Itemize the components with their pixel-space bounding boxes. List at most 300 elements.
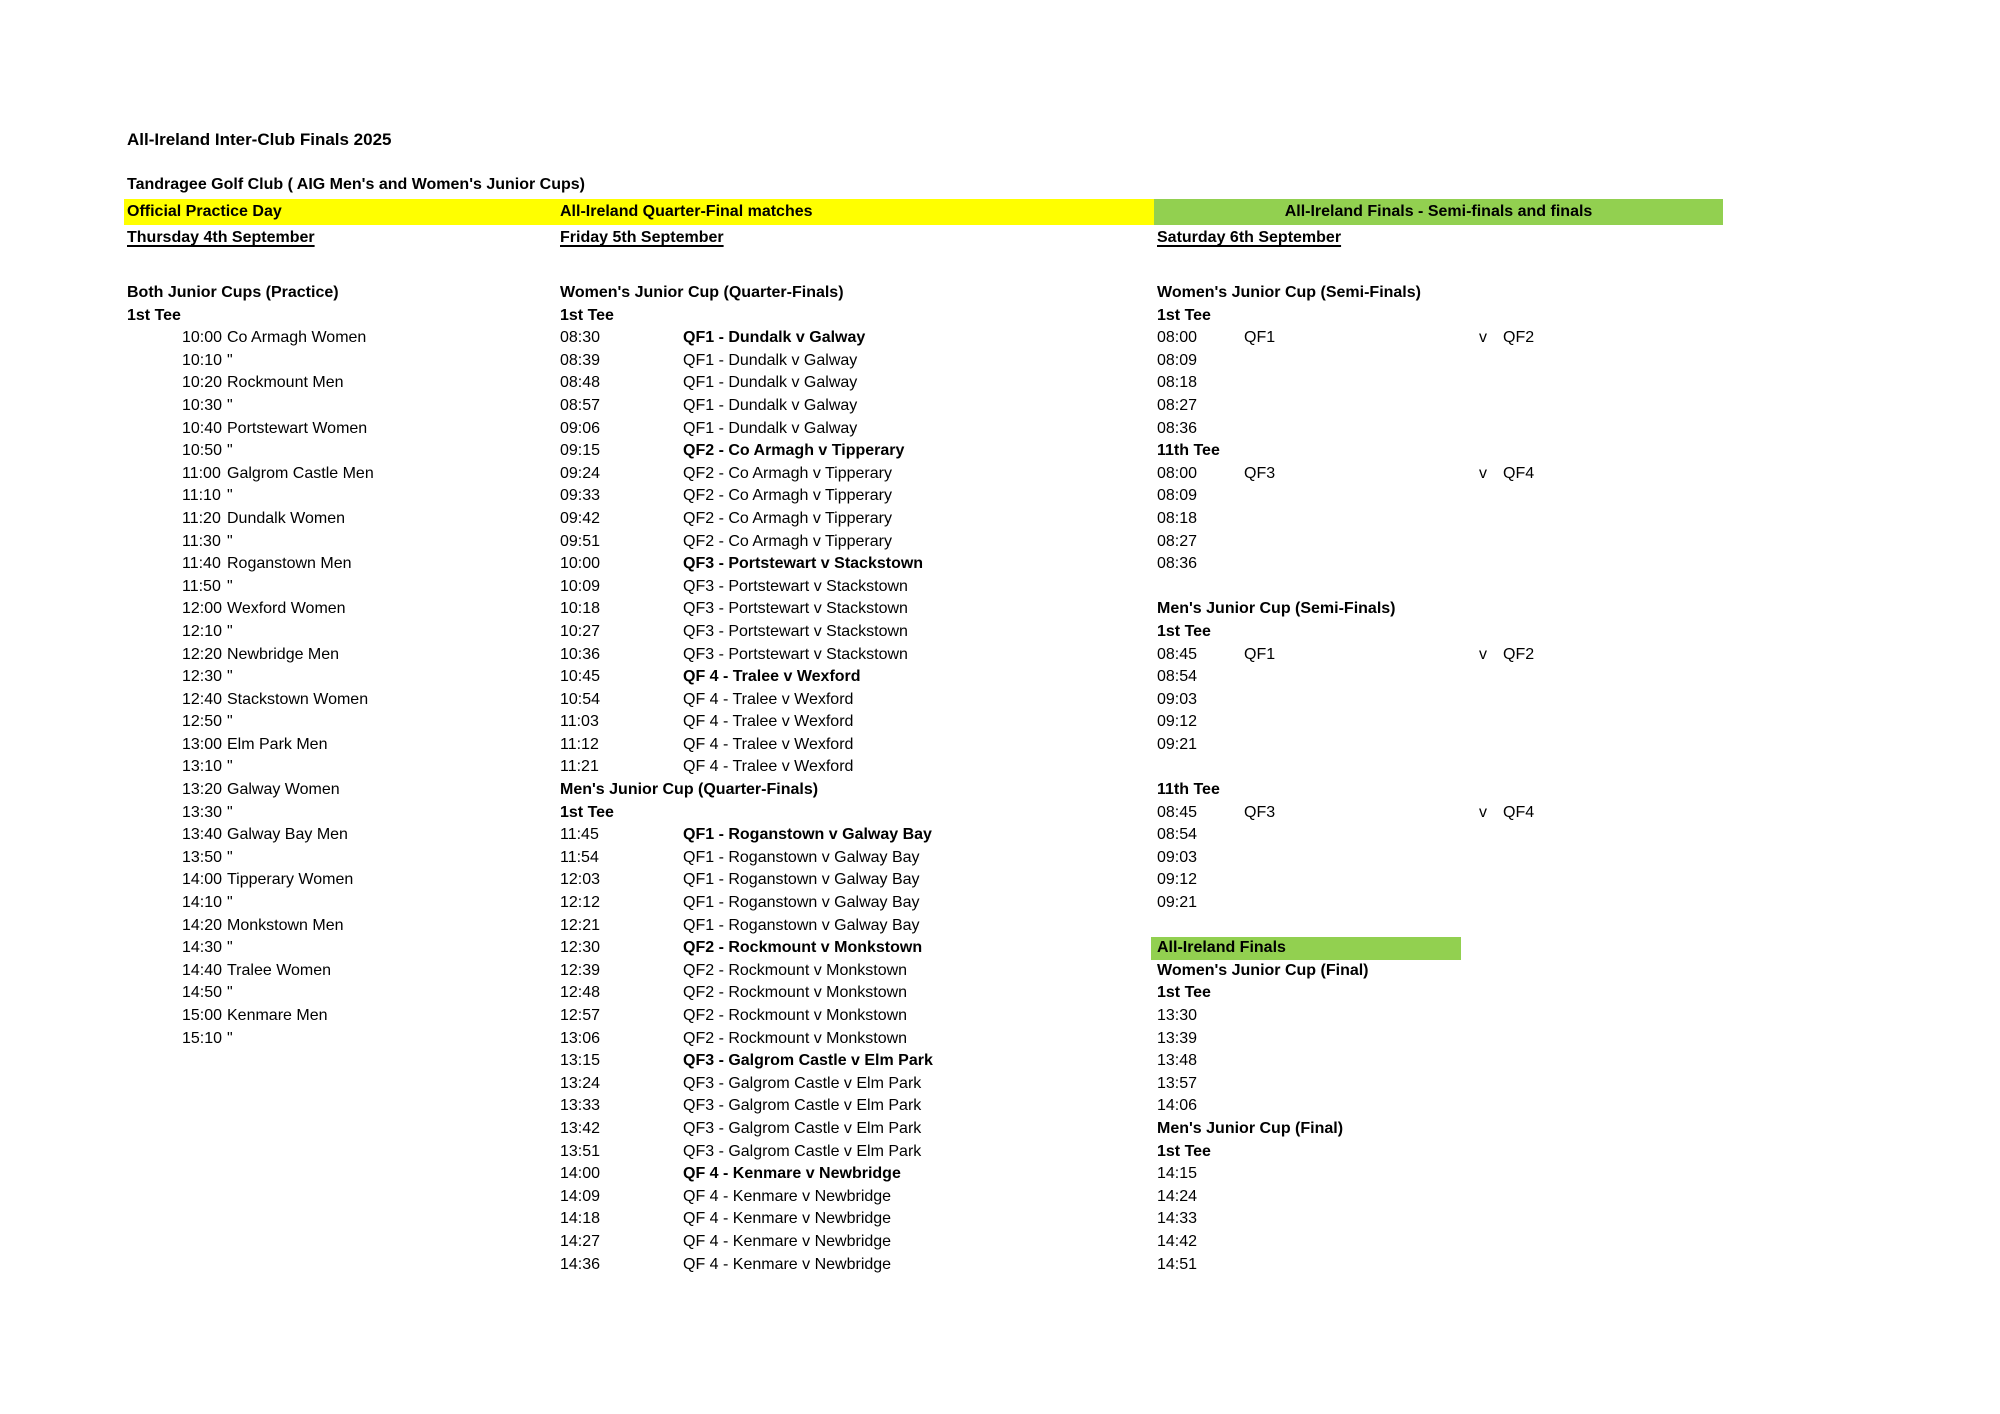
quarterfinal-schedule-row [560,372,1100,395]
quarterfinal-schedule-row [560,508,1100,531]
finals-schedule-row [1157,1186,1747,1209]
match-label-cell: QF 4 - Kenmare v Newbridge [683,1255,892,1273]
finals-schedule-row [1157,1050,1747,1073]
tee-time-cell: 11:45 [560,826,599,844]
tee-time-cell: 09:12 [1157,713,1198,731]
club-name-cell: Elm Park Men [227,735,328,753]
finals-schedule-row [1157,1095,1747,1118]
finals-schedule-row [1157,644,1747,667]
tee-time-cell: 11:50 [182,577,221,595]
match-label-cell: QF3 - Portstewart v Stackstown [683,577,908,595]
tee-time-cell: 14:06 [1157,1097,1198,1115]
finals-highlight-band [1154,199,1723,225]
match-label-cell: QF 4 - Kenmare v Newbridge [683,1165,901,1183]
tee-time-cell: 12:40 [182,690,223,708]
club-name-cell: Kenmare Men [227,1007,328,1024]
finals-schedule-row [1157,1118,1747,1141]
quarterfinal-schedule-row [560,1028,1100,1051]
tee-time-cell: 11:00 [182,464,221,482]
tee-time-cell: 08:45 [1157,803,1198,821]
practice-schedule-row [127,756,567,779]
finals-band-label: All-Ireland Finals - Semi-finals and finals [1284,203,1593,220]
tee-time-cell: 14:20 [182,916,223,934]
finals-schedule-row [1157,508,1747,531]
finals-schedule-row [1157,350,1747,373]
tee-time-cell: 08:30 [560,329,601,347]
club-name-cell: " [227,894,233,912]
club-name-cell: Newbridge Men [227,645,340,663]
tee-time-cell: 12:30 [560,939,601,957]
tee-time-cell: 14:18 [560,1210,601,1228]
quarterfinal-band-label: All-Ireland Quarter-Final matches [560,203,813,220]
club-name-cell: " [227,577,233,595]
section-header-label: Men's Junior Cup (Final) [1157,1119,1344,1137]
tee-time-cell: 10:30 [182,396,223,414]
club-name-cell: " [227,668,233,686]
tee-time-cell: 12:20 [182,645,223,663]
tee-time-cell: 12:57 [560,1007,601,1024]
tee-time-cell: 09:42 [560,509,601,527]
match-label-cell: QF 4 - Kenmare v Newbridge [683,1232,892,1250]
tee-time-cell: 08:00 [1157,464,1198,482]
tee-time-cell: 09:06 [560,419,601,437]
finals-schedule-row [1157,982,1747,1005]
quarterfinal-schedule-column [560,282,1100,1276]
finals-schedule-row [1157,418,1747,441]
section-header-label: 1st Tee [1157,622,1211,640]
club-name-cell: " [227,532,233,550]
practice-schedule-row [127,644,567,667]
match-label-cell: QF 4 - Tralee v Wexford [683,735,854,753]
tee-time-cell: 13:15 [560,1052,601,1070]
date-friday: Friday 5th September [560,229,724,246]
match-label-cell: QF2 - Co Armagh v Tipperary [683,509,892,527]
tee-time-cell: 12:00 [182,600,223,618]
quarterfinal-schedule-row [560,305,1100,328]
match-label-cell: QF3 - Portstewart v Stackstown [683,555,924,573]
tee-time-cell: 08:54 [1157,826,1198,844]
tee-time-cell: 14:40 [182,961,223,979]
practice-quarterfinal-highlight-band [124,199,1154,225]
practice-schedule-row [127,282,567,305]
tee-time-cell: 14:30 [182,939,223,957]
club-name-cell: " [227,758,233,776]
match-label-cell: QF 4 - Tralee v Wexford [683,668,861,686]
practice-schedule-row [127,734,567,757]
semifinal-away-cell: QF2 [1503,645,1535,663]
quarterfinal-schedule-row [560,756,1100,779]
tee-time-cell: 08:36 [1157,555,1198,573]
quarterfinal-schedule-row [560,644,1100,667]
section-header-label: All-Ireland Finals [1151,937,1461,960]
tee-time-cell: 13:51 [560,1142,601,1160]
tee-time-cell: 08:57 [560,396,601,414]
tee-time-cell: 13:40 [182,826,223,844]
tee-time-cell: 14:24 [1157,1187,1198,1205]
tee-time-cell: 10:18 [560,600,601,618]
practice-schedule-row [127,418,567,441]
finals-schedule-row [1157,756,1747,779]
quarterfinal-schedule-row [560,847,1100,870]
finals-schedule-row [1157,440,1747,463]
tee-time-cell: 14:36 [560,1255,601,1273]
tee-time-cell: 12:48 [560,984,601,1002]
club-name-cell: " [227,848,233,866]
practice-schedule-row [127,1028,567,1051]
versus-cell: v [1479,329,1487,347]
tee-time-cell: 10:50 [182,442,223,460]
practice-schedule-row [127,350,567,373]
practice-schedule-row [127,802,567,825]
section-header-label: 1st Tee [560,306,614,324]
match-label-cell: QF 4 - Tralee v Wexford [683,690,854,708]
tee-time-cell: 08:18 [1157,374,1198,392]
tee-time-cell: 12:12 [560,894,601,912]
quarterfinal-schedule-row [560,418,1100,441]
tee-time-cell: 08:00 [1157,329,1198,347]
tee-time-cell: 09:24 [560,464,601,482]
finals-schedule-row [1157,915,1747,938]
finals-schedule-row [1157,689,1747,712]
quarterfinal-schedule-row [560,711,1100,734]
quarterfinal-schedule-row [560,666,1100,689]
practice-schedule-row [127,395,567,418]
tee-time-cell: 08:09 [1157,487,1198,505]
tee-time-cell: 13:00 [182,735,223,753]
match-label-cell: QF3 - Galgrom Castle v Elm Park [683,1142,922,1160]
tee-time-cell: 08:45 [1157,645,1198,663]
club-name-cell: Dundalk Women [227,509,345,527]
versus-cell: v [1479,464,1487,482]
practice-schedule-row [127,372,567,395]
practice-schedule-row [127,327,567,350]
section-header-label: Women's Junior Cup (Quarter-Finals) [560,284,844,301]
practice-schedule-row [127,779,567,802]
tee-time-cell: 13:24 [560,1074,601,1092]
section-header-label: 1st Tee [1157,1142,1211,1160]
tee-time-cell: 10:54 [560,690,601,708]
tee-time-cell: 12:39 [560,961,601,979]
practice-schedule-row [127,937,567,960]
tee-time-cell: 09:15 [560,442,601,460]
versus-cell: v [1479,803,1487,821]
match-label-cell: QF3 - Portstewart v Stackstown [683,600,908,618]
quarterfinal-schedule-row [560,395,1100,418]
tee-time-cell: 13:39 [1157,1029,1198,1047]
tee-time-cell: 09:21 [1157,735,1198,753]
quarterfinal-schedule-row [560,982,1100,1005]
practice-schedule-row [127,915,567,938]
finals-schedule-row [1157,621,1747,644]
match-label-cell: QF 4 - Kenmare v Newbridge [683,1187,892,1205]
finals-schedule-row [1157,395,1747,418]
match-label-cell: QF3 - Portstewart v Stackstown [683,645,908,663]
tee-time-cell: 14:15 [1157,1165,1198,1183]
club-name-cell: " [227,442,233,460]
club-name-cell: " [227,351,233,369]
finals-schedule-row [1157,305,1747,328]
semifinal-home-cell: QF1 [1244,645,1276,663]
practice-schedule-row [127,824,567,847]
tee-time-cell: 11:20 [182,509,221,527]
match-label-cell: QF3 - Galgrom Castle v Elm Park [683,1119,922,1137]
finals-schedule-row [1157,960,1747,983]
tee-time-cell: 14:51 [1157,1255,1198,1273]
semifinal-away-cell: QF4 [1503,464,1535,482]
section-header-label: 1st Tee [1157,306,1211,324]
date-saturday: Saturday 6th September [1157,229,1342,246]
finals-schedule-row [1157,372,1747,395]
finals-schedule-row [1157,1073,1747,1096]
practice-schedule-row [127,598,567,621]
tee-time-cell: 14:09 [560,1187,601,1205]
match-label-cell: QF 4 - Tralee v Wexford [683,713,854,731]
section-header-label: Both Junior Cups (Practice) [127,284,339,301]
practice-schedule-row [127,869,567,892]
tee-time-cell: 11:12 [560,735,599,753]
match-label-cell: QF1 - Roganstown v Galway Bay [683,848,920,866]
club-name-cell: " [227,396,233,414]
match-label-cell: QF2 - Rockmount v Monkstown [683,984,908,1002]
practice-schedule-row [127,305,567,328]
match-label-cell: QF1 - Dundalk v Galway [683,329,866,347]
match-label-cell: QF1 - Roganstown v Galway Bay [683,894,920,912]
club-name-cell: Tralee Women [227,961,332,979]
tee-time-cell: 13:30 [1157,1007,1198,1024]
match-label-cell: QF2 - Rockmount v Monkstown [683,939,923,957]
tee-time-cell: 13:48 [1157,1052,1198,1070]
quarterfinal-schedule-row [560,463,1100,486]
tee-time-cell: 09:51 [560,532,601,550]
quarterfinal-schedule-row [560,779,1100,802]
quarterfinal-schedule-row [560,689,1100,712]
finals-schedule-row [1157,666,1747,689]
quarterfinal-schedule-row [560,824,1100,847]
tee-time-cell: 14:42 [1157,1232,1198,1250]
quarterfinal-schedule-row [560,869,1100,892]
practice-schedule-row [127,621,567,644]
finals-schedule-row [1157,1163,1747,1186]
quarterfinal-schedule-row [560,802,1100,825]
practice-schedule-row [127,440,567,463]
club-name-cell: " [227,1029,233,1047]
match-label-cell: QF1 - Dundalk v Galway [683,374,858,392]
tee-time-cell: 11:10 [182,487,221,505]
tee-time-cell: 15:00 [182,1007,223,1024]
finals-schedule-row [1157,282,1747,305]
practice-schedule-row [127,847,567,870]
tee-time-cell: 11:03 [560,713,599,731]
tee-time-cell: 08:27 [1157,396,1198,414]
match-label-cell: QF 4 - Tralee v Wexford [683,758,854,776]
quarterfinal-schedule-row [560,621,1100,644]
finals-schedule-row [1157,937,1747,960]
club-name-cell: " [227,803,233,821]
quarterfinal-schedule-row [560,1186,1100,1209]
finals-schedule-row [1157,869,1747,892]
tee-time-cell: 12:03 [560,871,601,889]
finals-schedule-row [1157,576,1747,599]
tee-time-cell: 10:27 [560,622,601,640]
finals-schedule-row [1157,779,1747,802]
quarterfinal-schedule-row [560,1118,1100,1141]
tee-time-cell: 10:00 [560,555,601,573]
finals-schedule-row [1157,1231,1747,1254]
quarterfinal-schedule-row [560,960,1100,983]
club-name-cell: Stackstown Women [227,690,369,708]
finals-schedule-row [1157,802,1747,825]
tee-time-cell: 09:03 [1157,690,1198,708]
match-label-cell: QF 4 - Kenmare v Newbridge [683,1210,892,1228]
finals-schedule-row [1157,463,1747,486]
finals-schedule-row [1157,1254,1747,1277]
page-title: All-Ireland Inter-Club Finals 2025 [127,130,392,149]
quarterfinal-schedule-row [560,1141,1100,1164]
practice-schedule-row [127,892,567,915]
quarterfinal-schedule-row [560,576,1100,599]
section-header-label: Men's Junior Cup (Semi-Finals) [1157,600,1396,618]
club-name-cell: Roganstown Men [227,555,352,573]
club-name-cell: " [227,984,233,1002]
tee-time-cell: 15:10 [182,1029,223,1047]
tee-time-cell: 10:45 [560,668,601,686]
tee-time-cell: 09:12 [1157,871,1198,889]
match-label-cell: QF2 - Rockmount v Monkstown [683,1007,908,1024]
match-label-cell: QF2 - Co Armagh v Tipperary [683,532,892,550]
match-label-cell: QF3 - Portstewart v Stackstown [683,622,908,640]
tee-time-cell: 10:20 [182,374,223,392]
tee-time-cell: 10:40 [182,419,223,437]
finals-schedule-row [1157,1028,1747,1051]
semifinal-home-cell: QF3 [1244,464,1276,482]
section-header-label: 11th Tee [1157,442,1220,460]
practice-schedule-row [127,1005,567,1028]
finals-schedule-row [1157,1141,1747,1164]
match-label-cell: QF2 - Rockmount v Monkstown [683,1029,908,1047]
semifinal-away-cell: QF2 [1503,329,1535,347]
quarterfinal-schedule-row [560,553,1100,576]
tee-time-cell: 13:30 [182,803,223,821]
tee-time-cell: 08:39 [560,351,601,369]
match-label-cell: QF2 - Rockmount v Monkstown [683,961,908,979]
club-name-cell: Rockmount Men [227,374,344,392]
match-label-cell: QF1 - Roganstown v Galway Bay [683,871,920,889]
practice-schedule-row [127,689,567,712]
club-name-cell: " [227,487,233,505]
quarterfinal-schedule-row [560,327,1100,350]
match-label-cell: QF3 - Galgrom Castle v Elm Park [683,1052,933,1070]
finals-schedule-row [1157,598,1747,621]
tee-time-cell: 10:09 [560,577,601,595]
quarterfinal-schedule-row [560,892,1100,915]
tee-time-cell: 14:33 [1157,1210,1198,1228]
club-name-cell: Wexford Women [227,600,346,618]
versus-cell: v [1479,645,1487,663]
club-name-cell: " [227,939,233,957]
club-name-cell: Galgrom Castle Men [227,464,374,482]
practice-day-band-label: Official Practice Day [127,203,282,220]
quarterfinal-schedule-row [560,1208,1100,1231]
club-name-cell: " [227,713,233,731]
match-label-cell: QF3 - Galgrom Castle v Elm Park [683,1097,922,1115]
match-label-cell: QF2 - Co Armagh v Tipperary [683,487,892,505]
tee-time-cell: 14:10 [182,894,223,912]
match-label-cell: QF1 - Dundalk v Galway [683,396,858,414]
club-name-cell: " [227,622,233,640]
section-header-label: Men's Junior Cup (Quarter-Finals) [560,781,819,799]
tee-time-cell: 12:30 [182,668,223,686]
practice-schedule-row [127,463,567,486]
tee-time-cell: 14:50 [182,984,223,1002]
finals-schedule-row [1157,892,1747,915]
quarterfinal-schedule-row [560,440,1100,463]
section-header-label: Women's Junior Cup (Semi-Finals) [1157,284,1421,301]
finals-schedule-row [1157,734,1747,757]
section-header-label: 11th Tee [1157,781,1220,799]
tee-time-cell: 08:09 [1157,351,1198,369]
tee-time-cell: 10:00 [182,329,223,347]
semifinal-home-cell: QF3 [1244,803,1276,821]
practice-schedule-row [127,531,567,554]
finals-schedule-row [1157,531,1747,554]
quarterfinal-schedule-row [560,598,1100,621]
tee-time-cell: 10:36 [560,645,601,663]
tee-time-cell: 11:40 [182,555,221,573]
section-header-label: 1st Tee [1157,984,1211,1002]
finals-schedule-column [1157,282,1747,1276]
quarterfinal-schedule-row [560,1073,1100,1096]
finals-schedule-row [1157,485,1747,508]
tee-time-cell: 08:27 [1157,532,1198,550]
match-label-cell: QF3 - Galgrom Castle v Elm Park [683,1074,922,1092]
quarterfinal-schedule-row [560,531,1100,554]
tee-time-cell: 11:21 [560,758,599,776]
tee-time-cell: 09:03 [1157,848,1198,866]
practice-schedule-row [127,576,567,599]
tee-time-cell: 13:57 [1157,1074,1198,1092]
finals-schedule-row [1157,327,1747,350]
quarterfinal-schedule-row [560,1005,1100,1028]
tee-time-cell: 13:10 [182,758,223,776]
tee-time-cell: 08:36 [1157,419,1198,437]
club-name-cell: Galway Bay Men [227,826,348,844]
tee-time-cell: 08:54 [1157,668,1198,686]
tee-time-cell: 08:18 [1157,509,1198,527]
match-label-cell: QF2 - Co Armagh v Tipperary [683,464,892,482]
match-label-cell: QF1 - Roganstown v Galway Bay [683,826,932,844]
club-name-cell: Galway Women [227,781,340,799]
practice-schedule-row [127,485,567,508]
tee-time-cell: 12:10 [182,622,223,640]
club-name-cell: Tipperary Women [227,871,354,889]
venue-subtitle: Tandragee Golf Club ( AIG Men's and Women's Junior Cups) [127,176,586,193]
tee-time-cell: 09:21 [1157,894,1198,912]
quarterfinal-schedule-row [560,485,1100,508]
practice-schedule-row [127,982,567,1005]
practice-schedule-row [127,960,567,983]
quarterfinal-schedule-row [560,1231,1100,1254]
tee-time-cell: 13:33 [560,1097,601,1115]
match-label-cell: QF1 - Dundalk v Galway [683,351,858,369]
section-header-label: 1st Tee [560,803,614,821]
tee-time-cell: 08:48 [560,374,601,392]
tee-time-cell: 10:10 [182,351,223,369]
finals-schedule-row [1157,711,1747,734]
tee-time-cell: 14:00 [182,871,223,889]
finals-schedule-row [1157,1208,1747,1231]
match-label-cell: QF1 - Roganstown v Galway Bay [683,916,920,934]
club-name-cell: Co Armagh Women [227,329,367,347]
